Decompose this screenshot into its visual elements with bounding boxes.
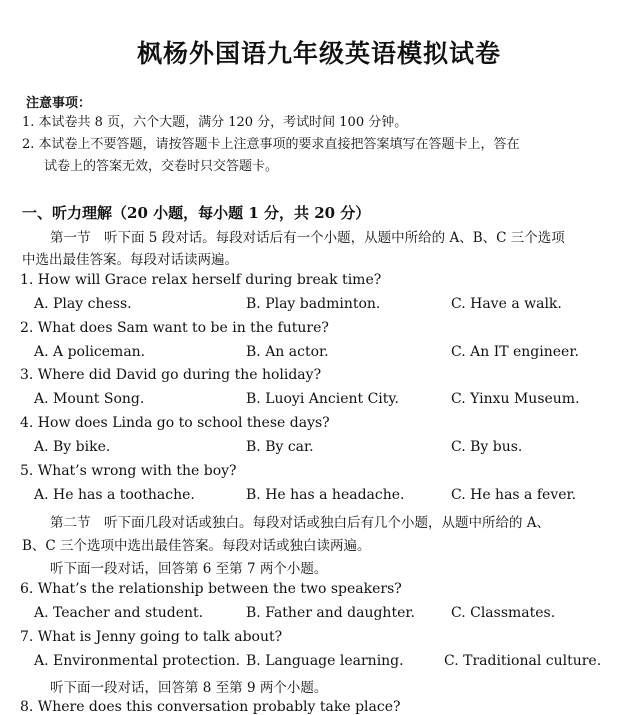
q7-option-b: B. Language learning. — [246, 653, 404, 669]
section-1-heading: 一、听力理解（20 小题，每小题 1 分，共 20 分） — [22, 204, 371, 222]
part-2-instruction-cont: B、C 三个选项中选出最佳答案。每段对话或独白读两遍。 — [22, 538, 371, 554]
q6-option-b: B. Father and daughter. — [246, 605, 415, 621]
q7-option-c: C. Traditional culture. — [444, 653, 602, 669]
question-2: 2. What does Sam want to be in the future? — [20, 320, 329, 336]
exam-title: 枫杨外国语九年级英语模拟试卷 — [136, 39, 501, 68]
notice-item-2: 2. 本试卷上不要答题，请按答题卡上注意事项的要求直接把答案填写在答题卡上，答在 — [22, 137, 520, 152]
question-3: 3. Where did David go during the holiday? — [20, 367, 322, 383]
q4-option-a: A. By bike. — [34, 439, 111, 455]
q3-option-b: B. Luoyi Ancient City. — [246, 391, 399, 407]
q2-option-a: A. A policeman. — [34, 344, 146, 360]
q7-option-a: A. Environmental protection. — [34, 653, 241, 669]
q1-option-c: C. Have a walk. — [451, 296, 562, 312]
q5-option-c: C. He has a fever. — [451, 487, 577, 503]
q6-option-c: C. Classmates. — [451, 605, 556, 621]
q6-option-a: A. Teacher and student. — [34, 605, 204, 621]
q3-option-a: A. Mount Song. — [34, 391, 145, 407]
q1-option-a: A. Play chess. — [34, 296, 132, 312]
instruction-q6-q7: 听下面一段对话，回答第 6 至第 7 两个小题。 — [50, 561, 328, 577]
notice-item-2-cont: 试卷上的答案无效，交卷时只交答题卡。 — [44, 159, 279, 174]
q5-option-a: A. He has a toothache. — [34, 487, 195, 503]
q1-option-b: B. Play badminton. — [246, 296, 381, 312]
part-1-instruction: 第一节 听下面 5 段对话。每段对话后有一个小题，从题中所给的 A、B、C 三个选项 — [50, 230, 565, 246]
notice-item-1: 1. 本试卷共 8 页，六个大题，满分 120 分，考试时间 100 分钟。 — [22, 115, 408, 130]
question-6: 6. What’s the relationship between the two speakers? — [20, 581, 402, 597]
q2-option-c: C. An IT engineer. — [451, 344, 579, 360]
q5-option-b: B. He has a headache. — [246, 487, 405, 503]
instruction-q8-q9: 听下面一段对话，回答第 8 至第 9 两个小题。 — [50, 680, 328, 696]
q4-option-b: B. By car. — [246, 439, 314, 455]
q3-option-c: C. Yinxu Museum. — [451, 391, 580, 407]
question-1: 1. How will Grace relax herself during break time? — [20, 272, 382, 288]
notice-heading: 注意事项： — [26, 96, 92, 111]
part-2-instruction: 第二节 听下面几段对话或独白。每段对话或独白后有几个小题，从题中所给的 A、 — [50, 515, 551, 531]
question-5: 5. What’s wrong with the boy? — [20, 463, 237, 479]
part-1-instruction-cont: 中选出最佳答案。每段对话读两遍。 — [22, 252, 238, 268]
q4-option-c: C. By bus. — [451, 439, 523, 455]
question-7: 7. What is Jenny going to talk about? — [20, 629, 283, 645]
question-4: 4. How does Linda go to school these days? — [20, 415, 330, 431]
question-8: 8. Where does this conversation probably take place? — [20, 699, 401, 715]
q2-option-b: B. An actor. — [246, 344, 329, 360]
